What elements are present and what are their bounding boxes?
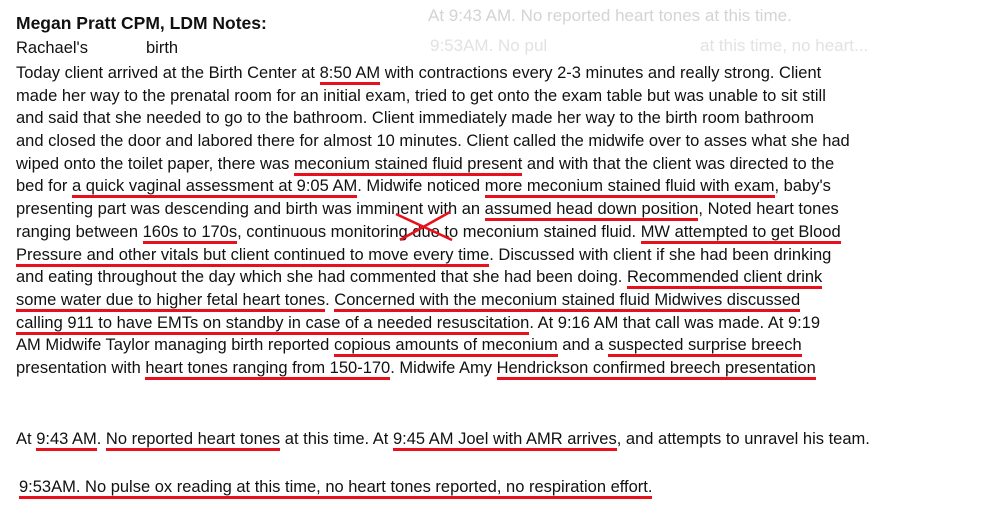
- text-segment: AM Midwife Taylor managing birth reported: [16, 336, 334, 355]
- notes-paragraph: [16, 62, 980, 380]
- text-segment: at this time. At: [280, 430, 393, 448]
- note-line-953: [19, 478, 652, 497]
- notes-title: Megan Pratt CPM, LDM Notes:: [16, 13, 267, 33]
- underlined-text: suspected surprise breech: [608, 336, 802, 357]
- underlined-text: Concerned with the meconium stained fluid Midwives discussed: [334, 291, 800, 312]
- underlined-text: Recommended client drink: [627, 268, 822, 289]
- underlined-text: Pressure and other vitals but client continued to move every time: [16, 246, 489, 267]
- underlined-text: 9:53AM. No pulse ox reading at this time, no heart tones reported, no respiration effort.: [19, 478, 652, 499]
- underlined-text: 160s to 170s: [143, 223, 238, 244]
- underlined-text: calling 911 to have EMTs on standby in case of a needed resuscitation: [16, 314, 529, 335]
- text-segment: .: [96, 430, 106, 448]
- paragraph-line: [16, 334, 980, 357]
- paragraph-line: [16, 85, 980, 108]
- text-segment: . Discussed with client if she had been drinking: [489, 245, 832, 264]
- paragraph-line: [16, 107, 980, 130]
- paragraph-line: [16, 289, 980, 312]
- underlined-text: 8:50 AM: [320, 64, 381, 85]
- text-segment: and said that she needed to go to the bathroom. Client immediately made her way to the birth room bathroom: [16, 109, 814, 128]
- underlined-text: some water due to higher fetal heart tones: [16, 291, 325, 312]
- underlined-text: No reported heart tones: [106, 430, 280, 451]
- paragraph-line: [16, 312, 980, 335]
- paragraph-line: [16, 221, 980, 244]
- text-segment: and with that the client was directed to the: [522, 154, 835, 173]
- text-segment: and closed the door and labored there for almost 10 minutes. Client called the midwife over to asses what she had: [16, 132, 850, 151]
- text-segment: , and attempts to unravel his team.: [616, 430, 870, 448]
- text-segment: .: [325, 290, 335, 309]
- text-segment: At: [16, 430, 37, 448]
- paragraph-line: [16, 244, 980, 267]
- text-segment: bed for: [16, 177, 72, 196]
- underlined-text: more meconium stained fluid with exam: [485, 177, 775, 198]
- ghost-text-2: 9:53AM. No pul: [430, 36, 548, 55]
- text-segment: . At 9:16 AM that call was made. At 9:19: [529, 313, 821, 332]
- paragraph-line: [16, 153, 980, 176]
- underlined-text: a quick vaginal assessment at 9:05 AM: [72, 177, 357, 198]
- ghost-text-3: at this time, no heart...: [700, 36, 869, 55]
- text-segment: , Noted heart tones: [698, 200, 839, 219]
- text-segment: with contractions every 2-3 minutes and really strong. Client: [380, 64, 822, 82]
- paragraph-line: [16, 357, 980, 380]
- text-segment: wiped onto the toilet paper, there was: [16, 154, 294, 173]
- text-segment: made her way to the prenatal room for an initial exam, tried to get onto the exam table but was unable to sit still: [16, 86, 826, 105]
- underlined-text: assumed head down position: [485, 200, 699, 221]
- underlined-text: 9:43 AM: [36, 430, 97, 451]
- client-name: Rachael's: [16, 39, 88, 57]
- paragraph-line: [16, 130, 980, 153]
- underlined-text: Hendrickson confirmed breech presentation: [497, 359, 816, 380]
- text-segment: presentation with: [16, 358, 146, 377]
- text-segment: . Midwife noticed: [357, 177, 485, 196]
- underlined-text: meconium stained fluid present: [294, 155, 522, 176]
- client-birth-word: birth: [146, 39, 179, 57]
- paragraph-line: [16, 175, 980, 198]
- paragraph-line: [16, 62, 980, 85]
- underlined-text: heart tones ranging from 150-170: [145, 359, 390, 380]
- text-segment: Today client arrived at the Birth Center at: [16, 64, 320, 82]
- underlined-text: copious amounts of meconium: [334, 336, 558, 357]
- paragraph-line: [16, 198, 980, 221]
- text-segment: , continuous monitoring due to meconium stained fluid.: [237, 222, 641, 241]
- underlined-text: 9:45 AM Joel with AMR arrives: [393, 430, 617, 451]
- text-segment: and a: [557, 336, 609, 355]
- ghost-text-1: At 9:43 AM. No reported heart tones at this time.: [428, 6, 792, 25]
- text-segment: . Midwife Amy: [390, 358, 497, 377]
- underlined-text: MW attempted to get Blood: [641, 223, 841, 244]
- text-segment: presenting part was descending and birth was imminent with an: [16, 200, 485, 219]
- text-segment: ranging between: [16, 222, 143, 241]
- text-segment: and eating throughout the day which she had commented that she had been doing.: [16, 268, 627, 287]
- paragraph-line: [16, 266, 980, 289]
- note-line-943: [16, 430, 870, 449]
- text-segment: , baby's: [774, 177, 831, 196]
